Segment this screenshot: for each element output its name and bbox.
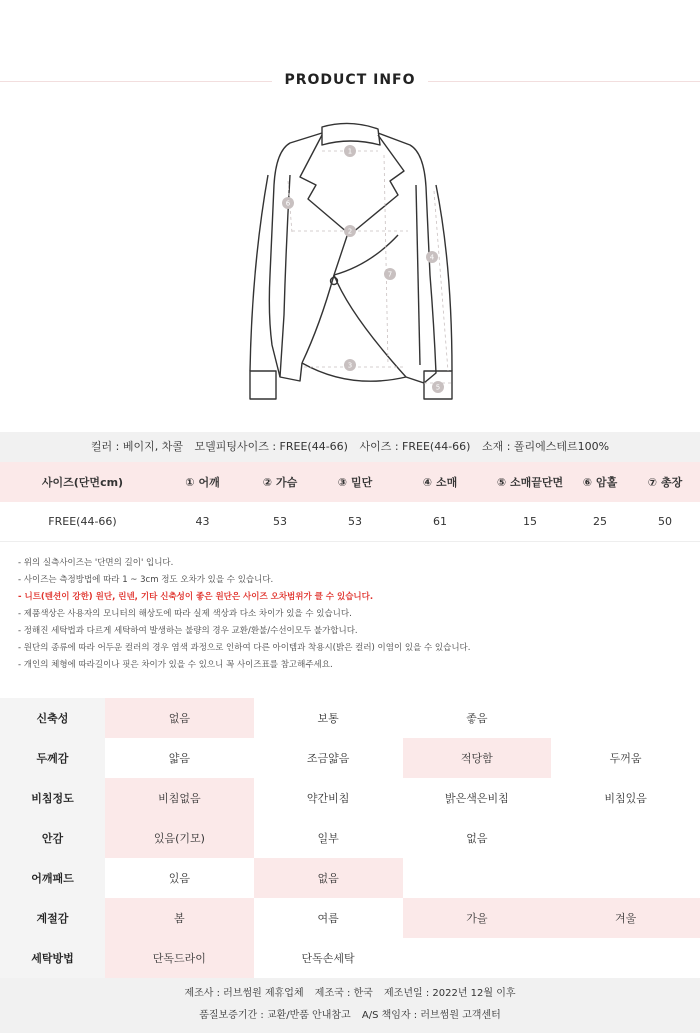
fabric-option — [403, 938, 552, 978]
fabric-option: 밝은색은비침 — [403, 778, 552, 818]
fabric-option — [551, 858, 700, 898]
note-line: - 정해진 세탁법과 다르게 세탁하여 발생하는 불량의 경우 교환/환불/수선이모두 불가합니다. — [18, 626, 358, 636]
size-table — [0, 462, 700, 542]
color-info: 컬러 : 베이지, 차콜 — [90, 440, 183, 453]
maker-info: 제조사 : 러브썸원 제휴업체 — [184, 988, 304, 999]
fabric-option — [551, 818, 700, 858]
page-title: PRODUCT INFO — [284, 72, 416, 88]
size-header-cell: ④ 소매 — [422, 476, 458, 489]
size-cell: 50 — [658, 515, 672, 528]
fabric-option — [551, 938, 700, 978]
svg-text:4: 4 — [429, 253, 435, 262]
fabric-option: 단독손세탁 — [254, 938, 403, 978]
fabric-option — [403, 858, 552, 898]
fabric-option: 약간비침 — [254, 778, 403, 818]
size-cell: 53 — [273, 515, 287, 528]
fabric-option: 없음 — [403, 818, 552, 858]
divider-right — [428, 81, 700, 82]
size-cell: FREE(44-66) — [48, 515, 117, 528]
fabric-option: 얇음 — [105, 738, 254, 778]
size-header-cell: ⑥ 암홀 — [582, 476, 618, 489]
note-line: - 개인의 체형에 따라길이나 핏은 차이가 있을 수 있으니 꼭 사이즈표를 참고해주세요. — [18, 660, 333, 670]
size-cell: 25 — [593, 515, 607, 528]
svg-text:1: 1 — [347, 147, 353, 156]
fabric-option: 있음 — [105, 858, 254, 898]
size-table-header — [0, 462, 700, 502]
warranty-info: 품질보증기간 : 교환/반품 안내참고 — [199, 1010, 351, 1021]
fabric-row — [0, 898, 700, 938]
product-info-header — [0, 70, 700, 94]
size-notes — [18, 555, 688, 674]
fabric-row — [0, 818, 700, 858]
warranty-line — [0, 1005, 700, 1027]
note-line: - 원단의 종류에 따라 어두운 컬러의 경우 염색 과정으로 인하여 다른 아이템과 착용시(밝은 컬러) 이염이 있을 수 있습니다. — [18, 643, 471, 653]
svg-text:2: 2 — [347, 227, 353, 236]
note-line: - 사이즈는 측정방법에 따라 1 ~ 3cm 정도 오차가 있을 수 있습니다. — [18, 575, 274, 585]
product-spec-bar — [0, 432, 700, 462]
fabric-option: 조금얇음 — [254, 738, 403, 778]
country-info: 제조국 : 한국 — [314, 988, 373, 999]
svg-text:3: 3 — [347, 361, 353, 370]
fabric-row-label: 두께감 — [0, 738, 105, 778]
manufacturer-info — [0, 978, 700, 1033]
fabric-option: 겨울 — [551, 898, 700, 938]
note-line: - 위의 실측사이즈는 '단면의 길이' 입니다. — [18, 558, 174, 568]
fabric-option: 비침없음 — [105, 778, 254, 818]
svg-text:6: 6 — [285, 199, 291, 208]
size-info: 사이즈 : FREE(44-66) — [359, 440, 471, 453]
date-info: 제조년일 : 2022년 12월 이후 — [384, 988, 516, 999]
size-cell: 43 — [195, 515, 210, 528]
fabric-option: 보통 — [254, 698, 403, 738]
fabric-row — [0, 778, 700, 818]
fabric-option: 적당함 — [403, 738, 552, 778]
size-header-cell: ② 가슴 — [262, 476, 298, 489]
note-line-warning: - 니트(텐션이 강한) 원단, 린넨, 기타 신축성이 좋은 원단은 사이즈 오차범위가 클 수 있습니다. — [18, 592, 374, 602]
fabric-option: 두꺼움 — [551, 738, 700, 778]
fabric-option: 있음(기모) — [105, 818, 254, 858]
fabric-option: 없음 — [105, 698, 254, 738]
fabric-option — [551, 698, 700, 738]
fabric-row-label: 계절감 — [0, 898, 105, 938]
fabric-option: 비침있음 — [551, 778, 700, 818]
jacket-measurement-diagram — [230, 115, 470, 415]
size-header-cell: 사이즈(단면cm) — [41, 476, 124, 489]
size-header-cell: ⑤ 소매끝단면 — [496, 476, 564, 489]
material-info: 소재 : 폴리에스테르100% — [481, 440, 610, 453]
size-header-cell: ① 어깨 — [185, 476, 220, 489]
fabric-row-label: 안감 — [0, 818, 105, 858]
fabric-row — [0, 858, 700, 898]
size-header-cell: ③ 밑단 — [337, 476, 373, 489]
fabric-option: 없음 — [254, 858, 403, 898]
fabric-row-label: 세탁방법 — [0, 938, 105, 978]
model-size-info: 모델피팅사이즈 : FREE(44-66) — [194, 440, 348, 453]
fabric-properties-table — [0, 698, 700, 978]
fabric-option: 단독드라이 — [105, 938, 254, 978]
fabric-option: 가을 — [403, 898, 552, 938]
as-info: A/S 책임자 : 러브썸원 고객센터 — [361, 1010, 501, 1021]
fabric-row — [0, 698, 700, 738]
svg-text:5: 5 — [435, 383, 441, 392]
fabric-row-label: 어깨패드 — [0, 858, 105, 898]
fabric-option: 일부 — [254, 818, 403, 858]
size-header-cell: ⑦ 총장 — [647, 476, 683, 489]
table-row — [0, 502, 700, 542]
size-cell: 61 — [433, 515, 447, 528]
fabric-option: 여름 — [254, 898, 403, 938]
fabric-option: 좋음 — [403, 698, 552, 738]
fabric-row-label: 신축성 — [0, 698, 105, 738]
fabric-row — [0, 938, 700, 978]
size-cell: 53 — [348, 515, 362, 528]
size-cell: 15 — [523, 515, 537, 528]
fabric-row — [0, 738, 700, 778]
fabric-row-label: 비침정도 — [0, 778, 105, 818]
note-line: - 제품색상은 사용자의 모니터의 해상도에 따라 실제 색상과 다소 차이가 있을 수 있습니다. — [18, 609, 352, 619]
manufacturer-line — [0, 983, 700, 1005]
fabric-option: 봄 — [105, 898, 254, 938]
svg-text:7: 7 — [387, 270, 393, 279]
